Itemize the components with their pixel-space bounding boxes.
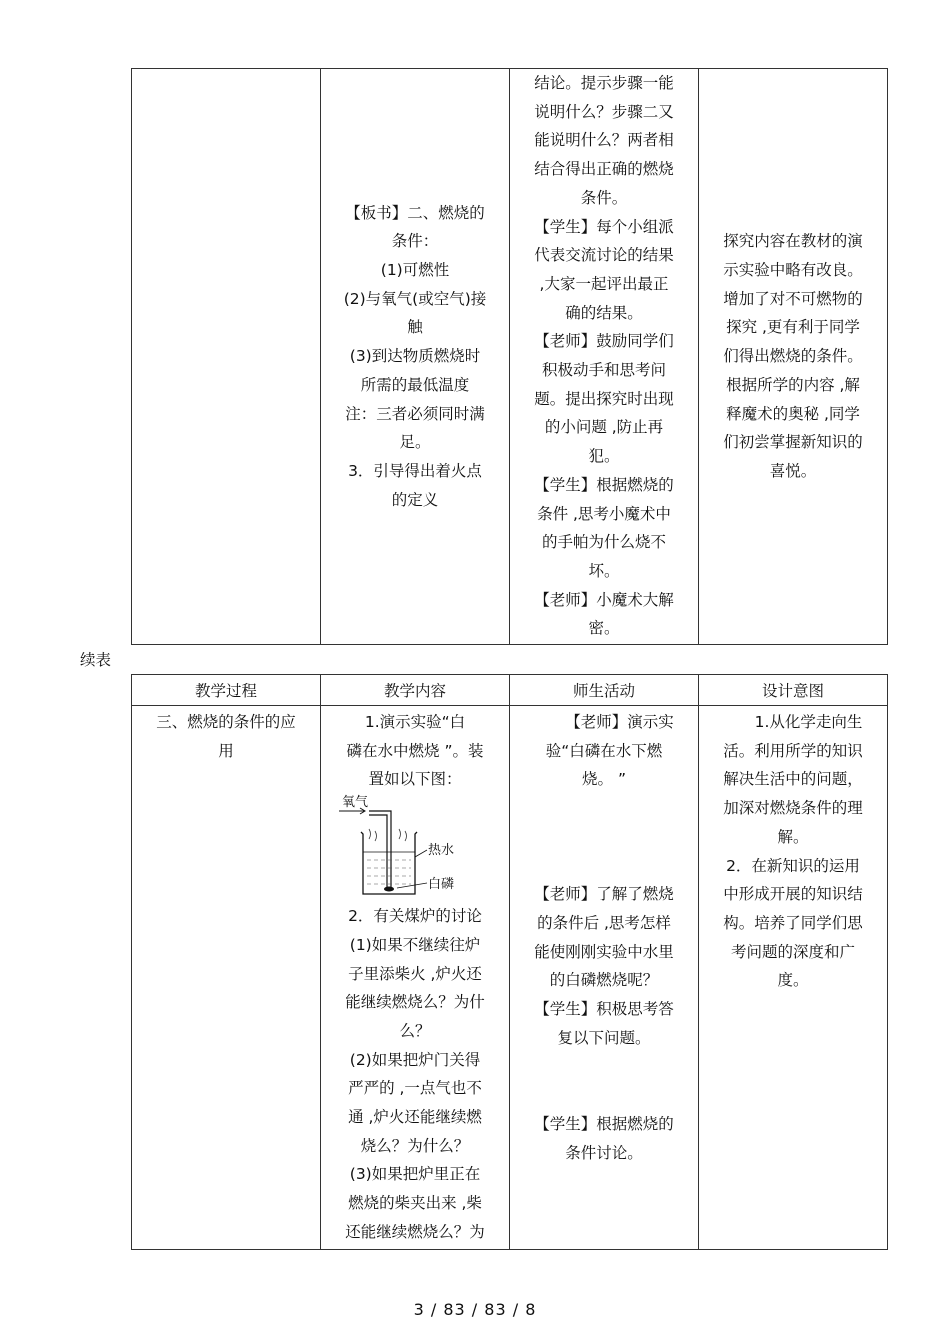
text-line: 们得出燃烧的条件。 bbox=[723, 347, 863, 366]
text-line: 积极动手和思考问 bbox=[541, 361, 666, 380]
text-line: 验“白磷在水下燃 bbox=[545, 741, 663, 760]
text-line: 构。培养了同学们思 bbox=[723, 913, 863, 932]
page-footer: 3 / 83 / 83 / 8 bbox=[413, 1300, 537, 1319]
text-line: 增加了对不可燃物的 bbox=[723, 289, 863, 308]
text-line: 还能继续燃烧么？为 bbox=[345, 1222, 485, 1241]
table-header-row bbox=[132, 675, 888, 706]
text-line: 置如以下图： bbox=[368, 770, 462, 789]
text-line: 的条件后 ,思考怎样 bbox=[537, 913, 671, 932]
gas-tube bbox=[369, 811, 391, 889]
text-line: 2．在新知识的运用 bbox=[726, 856, 860, 875]
text-line: 能说明什么？两者相 bbox=[534, 131, 674, 150]
activity-cell bbox=[510, 706, 699, 1250]
text-line: (3)到达物质燃烧时 bbox=[349, 347, 481, 366]
text-line: 结合得出正确的燃烧 bbox=[534, 160, 674, 179]
text-line: 条件讨论。 bbox=[565, 1144, 643, 1163]
text-line: (1)可燃性 bbox=[380, 261, 450, 280]
text-line: 【学生】每个小组派 bbox=[534, 217, 674, 236]
text-line: 的白磷燃烧呢？ bbox=[549, 971, 659, 990]
text-line: 解。 bbox=[777, 827, 809, 846]
text-line: 2．有关煤炉的讨论 bbox=[348, 907, 482, 926]
text-line: 根据所学的内容 ,解 bbox=[726, 375, 860, 394]
lesson-table-part1 bbox=[131, 68, 888, 645]
text-line: 条件。 bbox=[580, 188, 628, 207]
text-line: 【老师】了解了燃烧 bbox=[534, 885, 674, 904]
header-content: 教学内容 bbox=[321, 675, 510, 706]
table-row bbox=[132, 69, 888, 645]
text-line: 触 bbox=[407, 318, 423, 337]
text-line: ,大家一起评出最正 bbox=[539, 274, 669, 293]
text-line: 解决生活中的问题， bbox=[723, 770, 863, 789]
text-line: 【板书】二、燃烧的 bbox=[345, 203, 485, 222]
text-line: 【学生】根据燃烧的 bbox=[534, 475, 674, 494]
design-intent-cell bbox=[699, 706, 888, 1250]
content-cell bbox=[321, 69, 510, 645]
text-line: 【学生】积极思考答 bbox=[534, 999, 674, 1018]
text-line: 用 bbox=[218, 741, 234, 760]
text-line: 足。 bbox=[399, 433, 431, 452]
header-process: 教学过程 bbox=[132, 675, 321, 706]
text-line: 烧么？为什么？ bbox=[360, 1136, 470, 1155]
beaker-outline bbox=[361, 832, 417, 894]
white-phosphorus-label: 白磷 bbox=[428, 877, 455, 893]
text-line: 条件 ,思考小魔术中 bbox=[537, 504, 671, 523]
text-line: 活。利用所学的知识 bbox=[723, 741, 863, 760]
text-line: 们初尝掌握新知识的 bbox=[723, 433, 863, 452]
text-line: 喜悦。 bbox=[769, 461, 817, 480]
process-cell bbox=[132, 706, 321, 1250]
activity-block-question bbox=[518, 880, 690, 1052]
text-line: 犯。 bbox=[588, 447, 620, 466]
text-line: 子里添柴火 ,炉火还 bbox=[348, 964, 482, 983]
text-line: 么？ bbox=[399, 1021, 431, 1040]
text-line: 【老师】小魔术大解 bbox=[534, 590, 674, 609]
text-line: 1.演示实验“白 bbox=[364, 713, 466, 731]
text-line: 【学生】根据燃烧的 bbox=[534, 1115, 674, 1134]
text-line: 中形成开展的知识结 bbox=[723, 885, 863, 904]
design-intent-cell bbox=[699, 69, 888, 645]
text-line: 的手帕为什么烧不 bbox=[541, 533, 666, 552]
header-design-intent: 设计意图 bbox=[699, 675, 888, 706]
text-line: 【老师】鼓励同学们 bbox=[534, 332, 674, 351]
text-line: 能使刚刚实验中水里 bbox=[534, 942, 674, 961]
text-line: 探究 ,更有利于同学 bbox=[726, 318, 860, 337]
phosphorus-lump bbox=[384, 887, 394, 892]
text-line: 通 ,炉火还能继续燃 bbox=[348, 1108, 482, 1127]
text-line: 代表交流讨论的结果 bbox=[534, 246, 674, 265]
text-line: 条件： bbox=[391, 232, 439, 251]
text-line: 复以下问题。 bbox=[557, 1028, 651, 1047]
text-line: 题。提出探究时出现 bbox=[534, 389, 674, 408]
text-line: 密。 bbox=[588, 619, 620, 638]
text-line: 度。 bbox=[777, 971, 809, 990]
activity-cell bbox=[510, 69, 699, 645]
text-line: 确的结果。 bbox=[565, 303, 643, 322]
content-cell bbox=[321, 706, 510, 1250]
text-line: 说明什么？步骤二又 bbox=[534, 102, 674, 121]
stove-discussion bbox=[329, 902, 501, 1246]
text-line: 加深对燃烧条件的理 bbox=[723, 799, 863, 818]
text-line: 考问题的深度和广 bbox=[730, 942, 855, 961]
text-line: 磷在水中燃烧 ”。装 bbox=[346, 741, 484, 760]
process-cell bbox=[132, 69, 321, 645]
text-line: 的小问题 ,防止再 bbox=[544, 418, 664, 437]
hot-water-label: 热水 bbox=[428, 843, 455, 859]
text-line: (2)与氧气(或空气)接 bbox=[343, 289, 487, 308]
text-line: 探究内容在教材的演 bbox=[723, 232, 863, 251]
text-line: 3．引导得出着火点 bbox=[348, 461, 482, 480]
oxygen-label: 氧气 bbox=[342, 795, 369, 811]
text-line: 【老师】演示实 bbox=[565, 713, 674, 731]
text-line: 严严的 ,一点气也不 bbox=[348, 1079, 482, 1098]
text-line: 所需的最低温度 bbox=[360, 375, 470, 394]
beaker-figure bbox=[339, 794, 474, 902]
text-line: (2)如果把炉门关得 bbox=[349, 1050, 481, 1069]
text-line: 能继续燃烧么？为什 bbox=[345, 993, 485, 1012]
text-line: 三、燃烧的条件的应 bbox=[156, 713, 296, 731]
text-line: 坏。 bbox=[588, 561, 620, 580]
table-row bbox=[132, 706, 888, 1250]
text-line: 释魔术的奥秘 ,同学 bbox=[726, 404, 860, 423]
text-line: 注：三者必须同时满 bbox=[345, 404, 485, 423]
text-line: (1)如果不继续往炉 bbox=[349, 935, 481, 954]
experiment-intro bbox=[329, 708, 501, 794]
text-line: 示实验中略有改良。 bbox=[723, 261, 863, 280]
text-line: 的定义 bbox=[391, 490, 439, 509]
lesson-table-part2 bbox=[131, 674, 888, 1250]
activity-block-demo bbox=[518, 708, 690, 794]
text-line: 烧。 ” bbox=[582, 770, 626, 789]
continued-label: 续表 bbox=[80, 651, 112, 669]
text-line: 1.从化学走向生 bbox=[754, 713, 863, 731]
text-line: 燃烧的柴夹出来 ,柴 bbox=[348, 1194, 482, 1213]
activity-block-discussion bbox=[518, 1110, 690, 1167]
text-line: 结论。提示步骤一能 bbox=[534, 74, 674, 92]
header-activity: 师生活动 bbox=[510, 675, 699, 706]
text-line: (3)如果把炉里正在 bbox=[349, 1165, 481, 1184]
